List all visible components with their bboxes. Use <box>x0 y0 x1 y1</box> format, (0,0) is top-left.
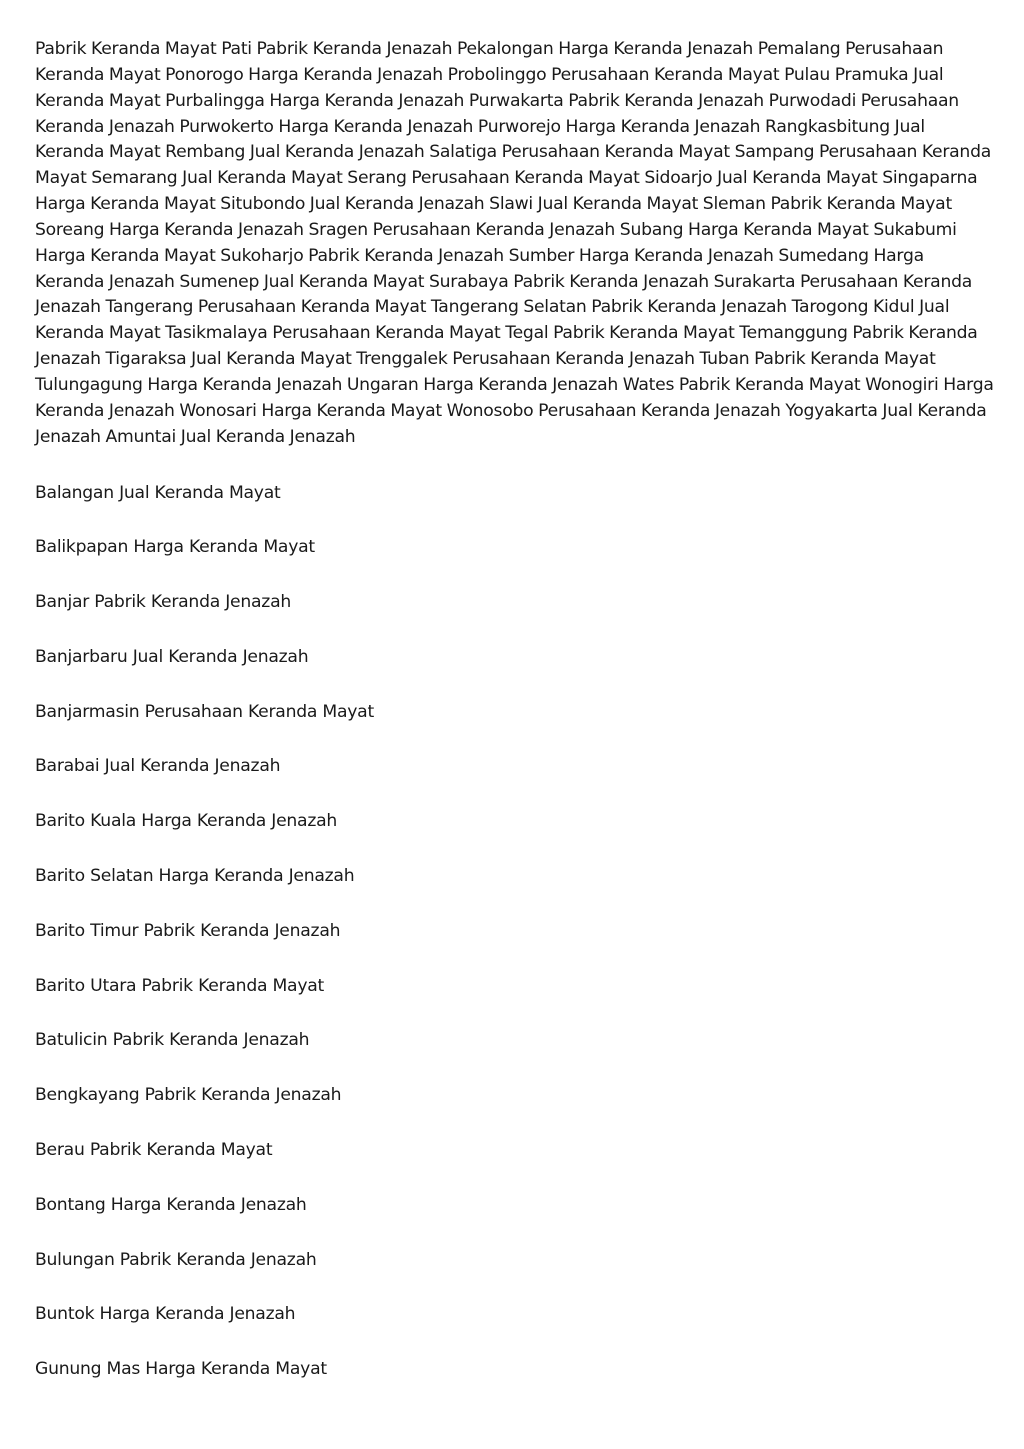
list-item: Bulungan Pabrik Keranda Jenazah <box>35 1249 317 1270</box>
list-item: Barito Kuala Harga Keranda Jenazah <box>35 811 338 832</box>
line-list <box>35 481 995 1382</box>
list-item: Balikpapan Harga Keranda Mayat <box>35 537 315 558</box>
list-item: Bengkayang Pabrik Keranda Jenazah <box>35 1085 342 1106</box>
list-item: Barito Selatan Harga Keranda Jenazah <box>35 866 355 887</box>
list-item: Barito Utara Pabrik Keranda Mayat <box>35 975 325 996</box>
list-item: Barabai Jual Keranda Jenazah <box>35 756 281 777</box>
list-item: Banjarbaru Jual Keranda Jenazah <box>35 646 309 667</box>
list-item: Banjarmasin Perusahaan Keranda Mayat <box>35 701 374 722</box>
list-item: Berau Pabrik Keranda Mayat <box>35 1140 273 1161</box>
document-page <box>35 37 995 1412</box>
list-item: Batulicin Pabrik Keranda Jenazah <box>35 1030 310 1051</box>
list-item: Bontang Harga Keranda Jenazah <box>35 1194 307 1215</box>
list-item: Gunung Mas Harga Keranda Mayat <box>35 1359 327 1380</box>
list-item: Banjar Pabrik Keranda Jenazah <box>35 592 291 613</box>
list-item: Balangan Jual Keranda Mayat <box>35 482 281 503</box>
list-item: Buntok Harga Keranda Jenazah <box>35 1304 296 1325</box>
body-paragraph: Pabrik Keranda Mayat Pati Pabrik Keranda Jenazah Pekalongan Harga Keranda Jenazah Pemalang Perusahaan Keranda Mayat Ponorogo Harga Keranda Jenazah Probolinggo Perusahaan Keranda Mayat Pulau Pramuka Jual Keranda Mayat Purbalingga Harga Keranda Jenazah Purwakarta Pabrik Keranda Jenazah Purwodadi Perusahaan Keranda Jenazah Purwokerto Harga Keranda Jenazah Purworejo Harga Keranda Jenazah Rangkasbitung Jual Keranda Mayat Rembang Jual Keranda Jenazah Salatiga Perusahaan Keranda Mayat Sampang Perusahaan Keranda Mayat Semarang Jual Keranda Mayat Serang Perusahaan Keranda Mayat Sidoarjo Jual Keranda Mayat Singaparna Harga Keranda Mayat Situbondo Jual Keranda Jenazah Slawi Jual Keranda Mayat Sleman Pabrik Keranda Mayat Soreang Harga Keranda Jenazah Sragen Perusahaan Keranda Jenazah Subang Harga Keranda Mayat Sukabumi Harga Keranda Mayat Sukoharjo Pabrik Keranda Jenazah Sumber Harga Keranda Jenazah Sumedang Harga Keranda Jenazah Sumenep Jual Keranda Mayat Surabaya Pabrik Keranda Jenazah Surakarta Perusahaan Keranda Jenazah Tangerang Perusahaan Keranda Mayat Tangerang Selatan Pabrik Keranda Jenazah Tarogong Kidul Jual Keranda Mayat Tasikmalaya Perusahaan Keranda Mayat Tegal Pabrik Keranda Mayat Temanggung Pabrik Keranda Jenazah Tigaraksa Jual Keranda Mayat Trenggalek Perusahaan Keranda Jenazah Tuban Pabrik Keranda Mayat Tulungagung Harga Keranda Jenazah Ungaran Harga Keranda Jenazah Wates Pabrik Keranda Mayat Wonogiri Harga Keranda Jenazah Wonosari Harga Keranda Mayat Wonosobo Perusahaan Keranda Jenazah Yogyakarta Jual Keranda Jenazah Amuntai Jual Keranda Jenazah <box>35 39 994 447</box>
list-item: Barito Timur Pabrik Keranda Jenazah <box>35 920 341 941</box>
